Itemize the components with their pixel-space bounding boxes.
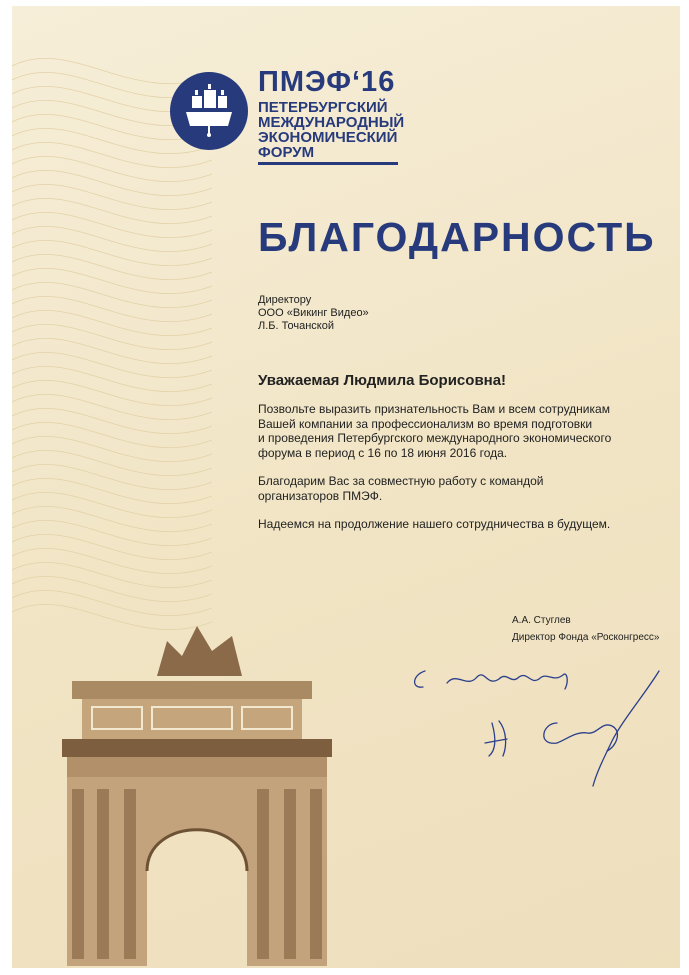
paragraph	[258, 517, 611, 532]
wave-line	[12, 478, 212, 503]
logo-title: ПМЭФ‘16	[258, 66, 396, 98]
signatory-name: А.А. Стуглев	[512, 615, 571, 626]
text-line: форума в период с 16 по 18 июня 2016 года.	[258, 445, 508, 460]
signatory-position: Директор Фонда «Росконгресс»	[512, 632, 660, 643]
wave-line	[12, 268, 212, 293]
wave-line	[12, 212, 212, 237]
text-line: и проведения Петербургского международного экономического	[258, 431, 612, 445]
text-line: Вашей компании за профессионализм во время подготовки	[258, 416, 593, 431]
wave-line	[12, 226, 212, 251]
wave-line	[12, 310, 212, 335]
paragraph	[258, 402, 611, 460]
wave-line	[12, 562, 212, 587]
wave-line	[12, 240, 212, 265]
wave-line	[12, 422, 212, 447]
handwritten-signature	[407, 661, 677, 791]
wave-line	[12, 492, 212, 517]
wave-line	[12, 576, 212, 601]
greeting: Уважаемая Людмила Борисовна!	[258, 372, 507, 389]
wave-line	[12, 520, 212, 545]
logo-subtitle-line: ЭКОНОМИЧЕСКИЙ	[258, 129, 398, 146]
wave-line	[12, 198, 212, 223]
wave-line	[12, 548, 212, 573]
wave-line	[12, 464, 212, 489]
ship-icon	[170, 72, 248, 150]
logo-subtitle-line: ПЕТЕРБУРГСКИЙ	[258, 99, 388, 116]
certificate-sheet	[12, 6, 680, 968]
wave-line	[12, 506, 212, 531]
text-line: Благодарим Вас за совместную работу с командой	[258, 474, 544, 488]
triumphal-arch-illustration	[52, 621, 352, 966]
wave-line	[12, 156, 212, 181]
letter-body	[258, 402, 611, 546]
wave-line	[12, 170, 212, 195]
wave-line	[12, 324, 212, 349]
text-line: организаторов ПМЭФ.	[258, 488, 383, 503]
wave-line	[12, 534, 212, 559]
wave-line	[12, 436, 212, 461]
logo-subtitle-line: МЕЖДУНАРОДНЫЙ	[258, 114, 405, 131]
wave-line	[12, 366, 212, 391]
addressee	[258, 294, 369, 333]
addressee-line: Л.Б. Точанской	[258, 320, 334, 332]
wave-line	[12, 338, 212, 363]
wave-line	[12, 352, 212, 377]
wave-line	[12, 590, 212, 615]
wave-line	[12, 450, 212, 475]
paragraph	[258, 474, 611, 503]
wave-line	[12, 394, 212, 419]
signatory-block	[512, 612, 659, 646]
document-heading: БЛАГОДАРНОСТЬ	[258, 214, 656, 260]
logo-underline	[258, 162, 398, 165]
wave-line	[12, 254, 212, 279]
text-line: Позвольте выразить признательность Вам и всем сотрудникам	[258, 402, 610, 416]
wave-line	[12, 282, 212, 307]
wave-line	[12, 380, 212, 405]
addressee-line: ООО «Викинг Видео»	[258, 307, 369, 319]
wave-line	[12, 408, 212, 433]
wave-line	[12, 296, 212, 321]
wave-line	[12, 184, 212, 209]
addressee-line: Директору	[258, 294, 312, 306]
logo-subtitle	[258, 100, 404, 160]
logo-subtitle-line: ФОРУМ	[258, 144, 315, 161]
text-line: Надеемся на продолжение нашего сотрудничества в будущем.	[258, 517, 611, 531]
